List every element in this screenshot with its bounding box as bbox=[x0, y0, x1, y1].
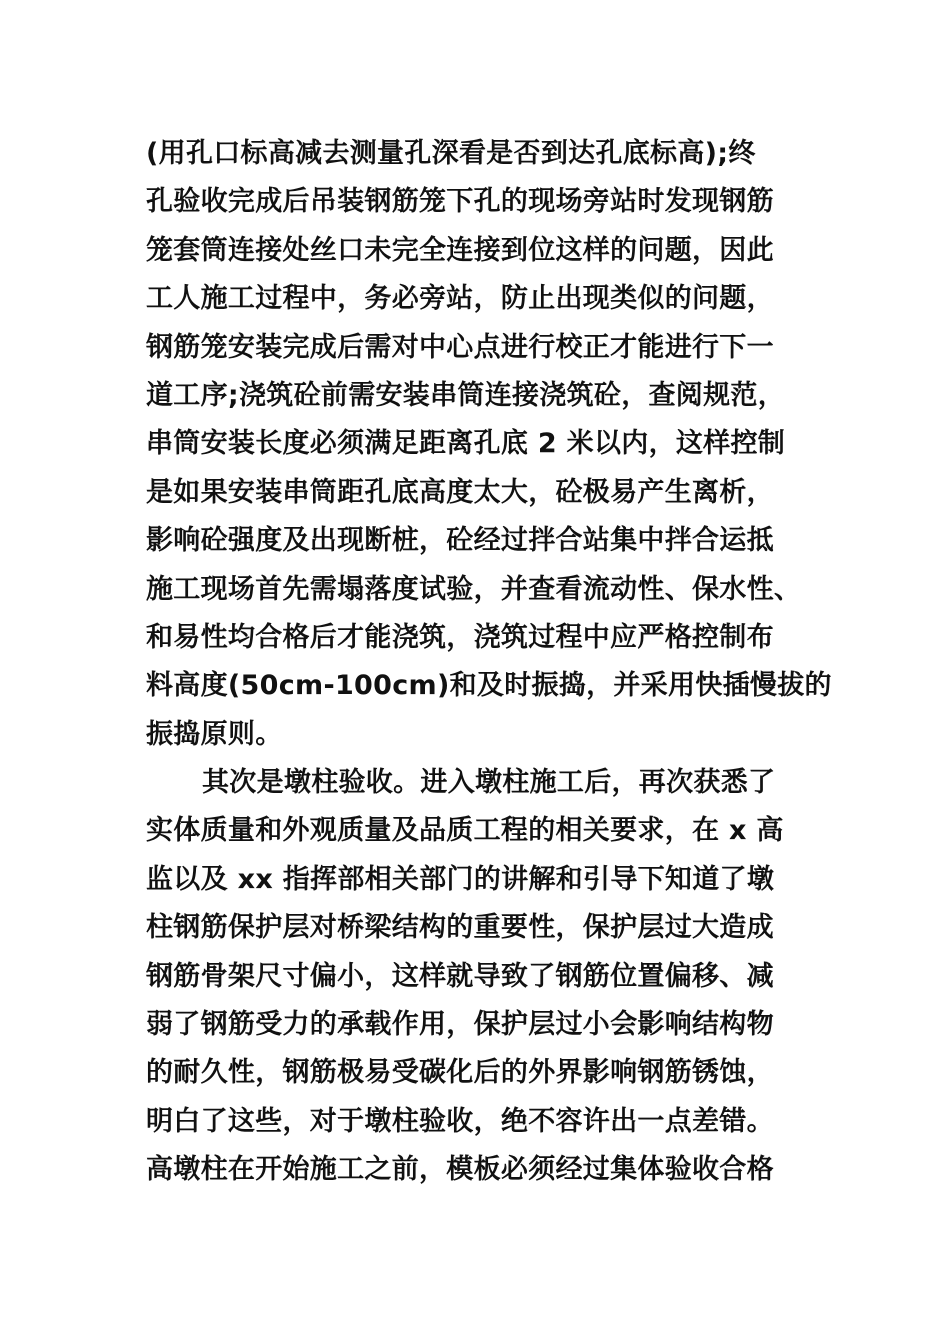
text-line: 振捣原则。 bbox=[146, 718, 283, 750]
text-line: 监以及 xx 指挥部相关部门的讲解和引导下知道了墩 bbox=[146, 863, 775, 895]
text-line: (用孔口标高减去测量孔深看是否到达孔底标高);终 bbox=[146, 138, 756, 169]
text-line: 实体质量和外观质量及品质工程的相关要求，在 x 高 bbox=[146, 815, 784, 847]
text-line: 孔验收完成后吊装钢筋笼下孔的现场旁站时发现钢筋 bbox=[146, 186, 774, 218]
text-line: 道工序;浇筑砼前需安装串筒连接浇筑砼，查阅规范， bbox=[146, 379, 785, 411]
text-line: 串筒安装长度必须满足距离孔底 2 米以内，这样控制 bbox=[146, 428, 786, 460]
text-line: 高墩柱在开始施工之前，模板必须经过集体验收合格 bbox=[146, 1154, 774, 1186]
text-line: 施工现场首先需塌落度试验，并查看流动性、保水性、 bbox=[146, 573, 802, 605]
text-line: 和易性均合格后才能浇筑，浇筑过程中应严格控制布 bbox=[146, 621, 774, 653]
text-line: 钢筋笼安装完成后需对中心点进行校正才能进行下一 bbox=[146, 331, 774, 363]
text-line: 料高度(50cm-100cm)和及时振捣，并采用快插慢拔的 bbox=[146, 670, 832, 702]
text-line: 工人施工过程中，务必旁站，防止出现类似的问题， bbox=[146, 283, 774, 315]
text-line: 柱钢筋保护层对桥梁结构的重要性，保护层过大造成 bbox=[146, 912, 774, 944]
body-text bbox=[146, 130, 846, 1195]
text-line: 弱了钢筋受力的承载作用，保护层过小会影响结构物 bbox=[146, 1009, 774, 1041]
text-line: 明白了这些，对于墩柱验收，绝不容许出一点差错。 bbox=[146, 1105, 774, 1137]
text-line: 是如果安装串筒距孔底高度太大，砼极易产生离析， bbox=[146, 476, 774, 508]
text-line: 钢筋骨架尺寸偏小，这样就导致了钢筋位置偏移、减 bbox=[146, 960, 774, 992]
text-line: 的耐久性，钢筋极易受碳化后的外界影响钢筋锈蚀， bbox=[146, 1057, 774, 1089]
text-line: 笼套筒连接处丝口未完全连接到位这样的问题，因此 bbox=[146, 234, 774, 266]
text-line: 影响砼强度及出现断桩，砼经过拌合站集中拌合运抵 bbox=[146, 525, 774, 557]
paragraph-start-line: 其次是墩柱验收。进入墩柱施工后，再次获悉了 bbox=[202, 767, 776, 799]
